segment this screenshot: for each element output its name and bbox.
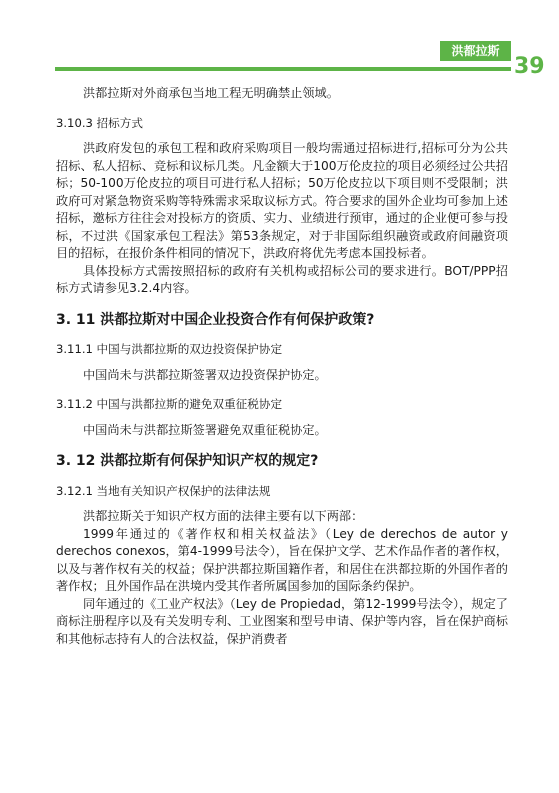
paragraph: 洪政府发包的承包工程和政府采购项目一般均需通过招标进行,招标可分为公共招标、私人招标、竞标和议标几类。凡金额大于100万伦皮拉的项目必须经过公共招标；50-100万伦皮拉的项目可进行私人招标；50万伦皮拉以下项目则不受限制；洪政府可对紧急物资采购等特殊需求采取议标方式。符合要求的国外企业均可参加上述招标，邀标方往往会对投标方的资质、实力、业绩进行预审，通过的企业便可参与投标，不过洪《国家承包工程法》第53条规定，对于非国际组织融资或政府间融资项目的招标，在报价条件相同的情况下，洪政府将优先考虑本国投标者。 bbox=[56, 141, 508, 260]
section-heading-3-12: 3. 12 洪都拉斯有何保护知识产权的规定? bbox=[56, 453, 319, 469]
subsection-heading-3-11-1: 3.11.1 中国与洪都拉斯的双边投资保护协定 bbox=[56, 342, 283, 356]
subsection-heading-3-12-1: 3.12.1 当地有关知识产权保护的法律法规 bbox=[56, 483, 271, 498]
page-number: 39 bbox=[514, 54, 545, 79]
subsection-heading-3-11-2: 3.11.2 中国与洪都拉斯的避免双重征税协定 bbox=[56, 397, 283, 411]
paragraph: 1999年通过的《著作权和相关权益法》（Ley de derechos de autor y derechos conexos，第4-1999号法令），旨在保护文学、艺术作品作者的著作权，以及与著作权有关的权益；保护洪都拉斯国籍作者，和居住在洪都拉斯的外国作者的著作权；且外国作品在洪境内受其作者所属国参加的国际条约保护。 bbox=[56, 526, 508, 593]
header-divider bbox=[55, 67, 511, 71]
section-heading-3-11: 3. 11 洪都拉斯对中国企业投资合作有何保护政策? bbox=[56, 311, 375, 328]
subsection-heading-3-10-3: 3.10.3 招标方式 bbox=[56, 115, 143, 130]
page-body bbox=[56, 85, 508, 648]
paragraph: 中国尚未与洪都拉斯签署避免双重征税协定。 bbox=[83, 422, 327, 437]
paragraph: 具体投标方式需按照招标的政府有关机构或招标公司的要求进行。BOT/PPP招标方式请参见3.2.4内容。 bbox=[56, 263, 508, 295]
paragraph: 中国尚未与洪都拉斯签署双边投资保护协定。 bbox=[83, 367, 327, 382]
chapter-tab: 洪都拉斯 bbox=[440, 41, 511, 61]
paragraph: 洪都拉斯关于知识产权方面的法律主要有以下两部： bbox=[83, 509, 364, 523]
paragraph: 洪都拉斯对外商承包当地工程无明确禁止领域。 bbox=[83, 86, 339, 100]
paragraph: 同年通过的《工业产权法》（Ley de Propiedad，第12-1999号法令），规定了商标注册程序以及有关发明专利、工业图案和型号申请、保护等内容，旨在保护商标和其他标志持有人的合法权益，保护消费者 bbox=[56, 596, 508, 646]
